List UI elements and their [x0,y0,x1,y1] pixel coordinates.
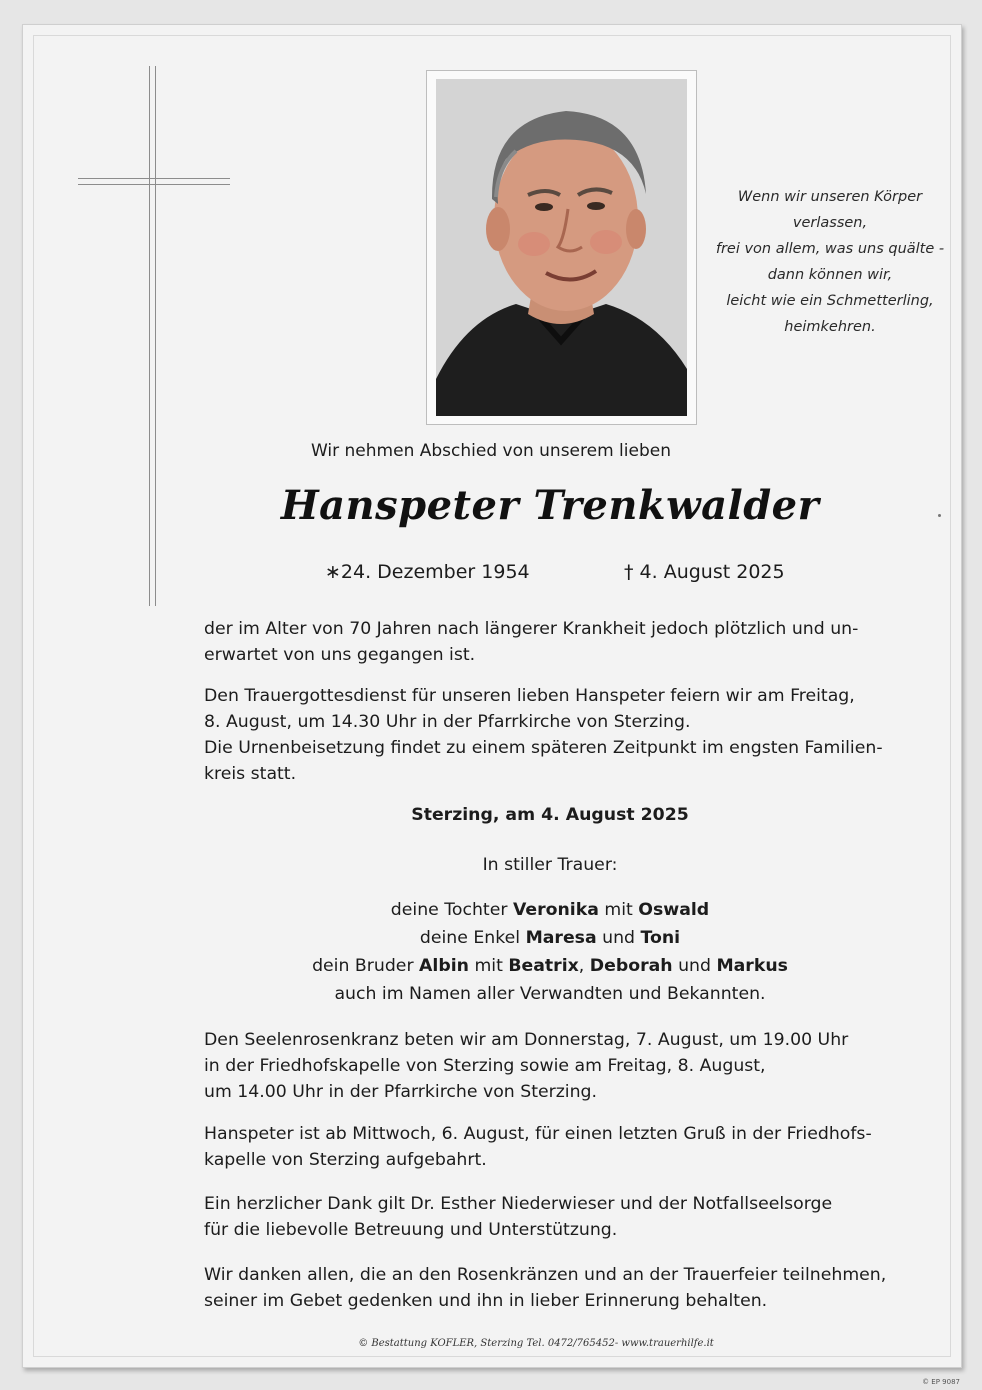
paragraph-funeral [204,683,904,787]
paragraph-line: der im Alter von 70 Jahren nach längerer Krankheit jedoch plötzlich und un- [204,619,859,639]
mourner-name: Beatrix [508,956,579,976]
portrait-frame [426,70,697,425]
mourner-text: dein Bruder [312,956,420,976]
paragraph-age [204,616,904,668]
death-date: † 4. August 2025 [624,561,785,583]
speck-mark [938,514,941,517]
paragraph-line: erwartet von uns gegangen ist. [204,645,476,665]
paragraph-line: um 14.00 Uhr in der Pfarrkirche von Sterzing. [204,1082,598,1102]
mourner-name: Oswald [638,900,710,920]
birth-date: ∗24. Dezember 1954 [325,561,530,583]
mourner-line [0,952,982,980]
paragraph-line: kreis statt. [204,764,297,784]
mourner-text: deine Tochter [390,900,513,920]
portrait-illustration [436,79,687,416]
mourner-text: mit [468,956,509,976]
poem-line: dann können wir, [767,267,893,283]
portrait-photo [436,79,687,416]
poem-line: frei von allem, was uns quälte - [715,241,945,257]
poem [700,184,960,340]
poem-line: Wenn wir unseren Körper [737,189,923,205]
paragraph-line: für die liebevolle Betreuung und Unterstützung. [204,1220,618,1240]
paragraph-line: Hanspeter ist ab Mittwoch, 6. August, für einen letzten Gruß in der Friedhofs- [204,1124,872,1144]
paragraph-thanks-all [204,1262,904,1314]
mourner-text: mit [598,900,639,920]
paragraph-line: Den Seelenrosenkranz beten wir am Donnerstag, 7. August, um 19.00 Uhr [204,1030,849,1050]
intro-text: Wir nehmen Abschied von unserem lieben [310,441,671,461]
poem-line: heimkehren. [784,319,876,335]
paragraph-line: seiner im Gebet gedenken und ihn in lieber Erinnerung behalten. [204,1291,768,1311]
mourner-text: , [578,956,590,976]
mourning-heading: In stiller Trauer: [482,855,618,875]
mourner-name: Markus [716,956,788,976]
mourner-text: deine Enkel [419,928,526,948]
mourner-name: Veronika [512,900,599,920]
paragraph-rosary [204,1027,904,1105]
paragraph-line: Ein herzlicher Dank gilt Dr. Esther Niederwieser und der Notfallseelsorge [204,1194,833,1214]
copyright-code: © EP 9087 [922,1378,960,1386]
paragraph-line: Wir danken allen, die an den Rosenkränzen und an der Trauerfeier teilnehmen, [204,1265,887,1285]
deceased-name: Hanspeter Trenkwalder [280,482,820,529]
paragraph-line: in der Friedhofskapelle von Sterzing sowie am Freitag, 8. August, [204,1056,766,1076]
place-date: Sterzing, am 4. August 2025 [411,805,689,825]
paragraph-line: Die Urnenbeisetzung findet zu einem späteren Zeitpunkt im engsten Familien- [204,738,883,758]
paragraph-lying-in-state [204,1121,904,1173]
paragraph-line: kapelle von Sterzing aufgebahrt. [204,1150,487,1170]
mourner-text: und [596,928,641,948]
mourner-name: Deborah [589,956,673,976]
paragraph-line: 8. August, um 14.30 Uhr in der Pfarrkirche von Sterzing. [204,712,691,732]
mourner-text: und [672,956,717,976]
poem-line: verlassen, [792,215,868,231]
mourner-name: Maresa [525,928,597,948]
mourner-name: Toni [640,928,681,948]
poem-line: leicht wie ein Schmetterling, [726,293,934,309]
cross-icon-horizontal-bottom [78,184,230,185]
paragraph-thanks-care [204,1191,904,1243]
mourner-name: Albin [419,956,469,976]
footer-credit: © Bestattung KOFLER, Sterzing Tel. 0472/765452- www.trauerhilfe.it [358,1338,714,1349]
mourner-line: auch im Namen aller Verwandten und Bekannten. [334,984,766,1004]
mourner-line [0,896,982,924]
mourner-line [0,924,982,952]
paragraph-line: Den Trauergottesdienst für unseren lieben Hanspeter feiern wir am Freitag, [204,686,855,706]
cross-icon-horizontal-top [78,178,230,179]
